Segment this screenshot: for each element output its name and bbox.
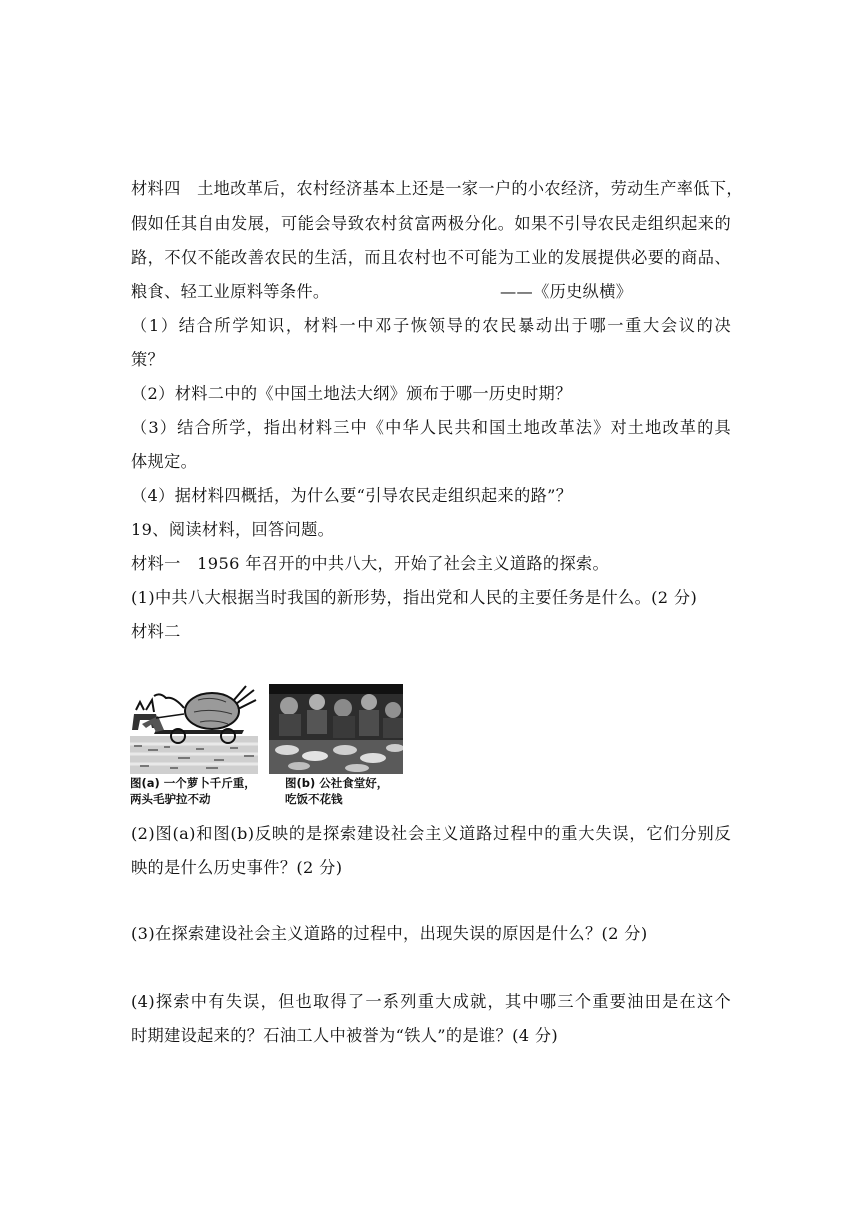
q19-material-1: 材料一 1956 年召开的中共八大，开始了社会主义道路的探索。: [131, 554, 610, 573]
material4-source: ——《历史纵横》: [500, 282, 633, 301]
q19-part-4-line-1: (4)探索中有失误，但也取得了一系列重大成就，其中哪三个重要油田是在这个: [131, 992, 731, 1011]
figure-b-caption-line-1: 图(b) 公社食堂好，: [285, 776, 389, 790]
material4-line-4: 粮食、轻工业原料等条件。: [131, 282, 330, 301]
radish-cart-illustration: [130, 684, 258, 774]
q19-title: 19、阅读材料，回答问题。: [131, 520, 335, 539]
figure-a-caption-line-1: 图(a) 一个萝卜千斤重，: [130, 776, 256, 790]
q18-question-3-line-2: 体规定。: [131, 452, 198, 471]
q18-question-3-line-1: （3）结合所学，指出材料三中《中华人民共和国土地改革法》对土地改革的具: [131, 418, 731, 437]
q19-part-3: (3)在探索建设社会主义道路的过程中，出现失误的原因是什么？(2 分): [131, 924, 648, 943]
commune-canteen-photo: [269, 684, 403, 774]
figure-b-caption-line-2: 吃饭不花钱: [285, 792, 343, 806]
q19-part-4-line-2: 时期建设起来的？石油工人中被誉为“铁人”的是谁？(4 分): [131, 1026, 559, 1045]
q19-part-2-line-2: 映的是什么历史事件？(2 分): [131, 858, 343, 877]
q19-part-1: (1)中共八大根据当时我国的新形势，指出党和人民的主要任务是什么。(2 分): [131, 588, 698, 607]
q18-question-1-line-2: 策？: [131, 350, 165, 369]
q18-question-4: （4）据材料四概括，为什么要“引导农民走组织起来的路”？: [131, 486, 573, 505]
figure-a-caption-line-2: 两头毛驴拉不动: [130, 792, 211, 806]
q18-question-1-line-1: （1）结合所学知识，材料一中邓子恢领导的农民暴动出于哪一重大会议的决: [131, 316, 731, 335]
material4-line-1: 材料四 土地改革后，农村经济基本上还是一家一户的小农经济，劳动生产率低下，: [131, 179, 743, 198]
material4-line-2: 假如任其自由发展，可能会导致农村贫富两极分化。如果不引导农民走组织起来的: [131, 214, 731, 233]
q19-part-2-line-1: (2)图(a)和图(b)反映的是探索建设社会主义道路过程中的重大失误，它们分别反: [131, 824, 731, 843]
figure-a: [130, 684, 258, 806]
material4-line-3: 路，不仅不能改善农民的生活，而且农村也不可能为工业的发展提供必要的商品、: [131, 248, 731, 267]
figure-b: [269, 684, 403, 806]
q19-material-2-label: 材料二: [131, 622, 181, 641]
q18-question-2: （2）材料二中的《中国土地法大纲》颁布于哪一历史时期？: [131, 384, 572, 403]
